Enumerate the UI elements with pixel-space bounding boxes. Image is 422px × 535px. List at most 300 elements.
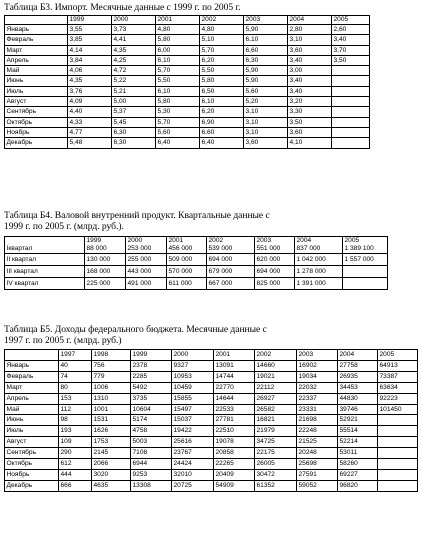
year-header: 1998 bbox=[92, 350, 131, 361]
row-label: Ноябрь bbox=[5, 469, 59, 480]
table-cell: 53011 bbox=[338, 448, 378, 459]
year-header: 1999 bbox=[68, 16, 112, 25]
table-cell: 98 bbox=[59, 415, 92, 426]
table-cell bbox=[332, 117, 370, 127]
year-header: 2002 bbox=[208, 237, 224, 244]
table-cell: 20248 bbox=[297, 448, 338, 459]
table-cell: 52214 bbox=[338, 437, 378, 448]
row-label: Сентябрь bbox=[5, 107, 68, 117]
table-cell bbox=[332, 127, 370, 137]
corner-cell bbox=[5, 16, 68, 25]
table-cell: 6944 bbox=[131, 459, 172, 470]
table-cell: 5,80 bbox=[156, 35, 200, 45]
row-label: Июль bbox=[5, 86, 68, 96]
table-row bbox=[5, 55, 370, 65]
table-row bbox=[5, 360, 418, 371]
table-cell: 6,60 bbox=[244, 45, 288, 55]
table-cell bbox=[332, 76, 370, 86]
table-cell: 6,10 bbox=[156, 55, 200, 65]
table-cell: 15497 bbox=[172, 404, 214, 415]
year-header: 2004 bbox=[338, 350, 378, 361]
table-cell: 5,60 bbox=[156, 127, 200, 137]
table-cell: 3,60 bbox=[288, 45, 332, 55]
table-cell bbox=[332, 107, 370, 117]
table-cell: 539 000 bbox=[208, 245, 233, 252]
table-cell: 4,72 bbox=[112, 66, 156, 76]
table-cell: 1 278 000 bbox=[295, 266, 343, 278]
table-cell: 6,10 bbox=[200, 97, 244, 107]
table-cell: 58260 bbox=[338, 459, 378, 470]
table-cell: 5,48 bbox=[68, 138, 112, 148]
table-row bbox=[5, 117, 370, 127]
table-cell: 6,90 bbox=[200, 117, 244, 127]
table-cell: 22337 bbox=[297, 393, 338, 404]
table-cell: 3,76 bbox=[68, 86, 112, 96]
year-header: 2002 bbox=[200, 16, 244, 25]
table-cell: 59052 bbox=[297, 480, 338, 491]
table-cell: 55514 bbox=[338, 426, 378, 437]
table-cell: 1001 bbox=[92, 404, 131, 415]
row-label: Февраль bbox=[5, 35, 68, 45]
row-label: Сентябрь bbox=[5, 448, 59, 459]
table-cell: 225 000 bbox=[85, 278, 126, 290]
table-row bbox=[5, 404, 418, 415]
table-cell: 25698 bbox=[297, 459, 338, 470]
table-cell: 3,85 bbox=[68, 35, 112, 45]
table-cell: 74 bbox=[59, 371, 92, 382]
table-cell bbox=[378, 448, 418, 459]
table-cell: 3,55 bbox=[68, 25, 112, 35]
table-cell: 21698 bbox=[297, 415, 338, 426]
table-cell: 837 000 bbox=[296, 245, 321, 252]
table-cell: 73387 bbox=[378, 371, 418, 382]
year-header: 2001 bbox=[214, 350, 255, 361]
row-label: Июль bbox=[5, 426, 59, 437]
year-header: 2001 bbox=[156, 16, 200, 25]
table-cell: 22248 bbox=[297, 426, 338, 437]
table-cell: 40 bbox=[59, 360, 92, 371]
table-cell: 6,60 bbox=[200, 127, 244, 137]
year-header: 1999 bbox=[86, 237, 102, 244]
table-cell: 109 bbox=[59, 437, 92, 448]
table-cell: 491 000 bbox=[126, 278, 167, 290]
row-label: Май bbox=[5, 404, 59, 415]
table-cell: 779 bbox=[92, 371, 131, 382]
table-cell: 14744 bbox=[214, 371, 255, 382]
table-cell: 1 391 000 bbox=[295, 278, 343, 290]
table-cell: 26005 bbox=[255, 459, 297, 470]
year-header: 2004 bbox=[288, 16, 332, 25]
table-cell: 19021 bbox=[255, 371, 297, 382]
table-cell: 6,50 bbox=[200, 86, 244, 96]
table-row bbox=[5, 266, 388, 278]
table-cell: 27758 bbox=[338, 360, 378, 371]
year-value-cell bbox=[295, 237, 343, 254]
table-cell: 5174 bbox=[131, 415, 172, 426]
table-cell: 5,90 bbox=[244, 76, 288, 86]
table-cell bbox=[332, 66, 370, 76]
row-label: Декабрь bbox=[5, 138, 68, 148]
table-cell: 825 000 bbox=[255, 278, 295, 290]
table-cell: 25616 bbox=[172, 437, 214, 448]
table-cell: 4,77 bbox=[68, 127, 112, 137]
table-cell: 4,10 bbox=[288, 138, 332, 148]
table-cell: 10953 bbox=[172, 371, 214, 382]
table-cell: 52921 bbox=[338, 415, 378, 426]
table-row bbox=[5, 437, 418, 448]
table-cell: 7108 bbox=[131, 448, 172, 459]
table-cell bbox=[378, 459, 418, 470]
table-cell: 27781 bbox=[214, 415, 255, 426]
year-header: 2002 bbox=[255, 350, 297, 361]
table-cell: 54909 bbox=[214, 480, 255, 491]
year-value-cell bbox=[85, 237, 126, 254]
table-cell: 679 000 bbox=[207, 266, 255, 278]
table-cell: 570 000 bbox=[167, 266, 207, 278]
table-cell: 69227 bbox=[338, 469, 378, 480]
table-cell: 5,80 bbox=[200, 76, 244, 86]
table-cell bbox=[343, 278, 388, 290]
year-value-cell bbox=[126, 237, 167, 254]
row-label: Май bbox=[5, 66, 68, 76]
table-row bbox=[5, 393, 418, 404]
table-cell: 611 000 bbox=[167, 278, 207, 290]
table-cell: 5,90 bbox=[244, 66, 288, 76]
table-cell: 63634 bbox=[378, 382, 418, 393]
year-header: 2003 bbox=[297, 350, 338, 361]
year-header: 2000 bbox=[112, 16, 156, 25]
table-cell: 5,20 bbox=[244, 97, 288, 107]
table-cell: 3020 bbox=[92, 469, 131, 480]
table-cell: 4,09 bbox=[68, 97, 112, 107]
table-cell: 88 000 bbox=[86, 245, 107, 252]
table-row bbox=[5, 35, 370, 45]
table-cell: 3,84 bbox=[68, 55, 112, 65]
table-cell: 24424 bbox=[172, 459, 214, 470]
table-cell: 2066 bbox=[92, 459, 131, 470]
year-header: 2004 bbox=[296, 237, 312, 244]
table-cell: 16821 bbox=[255, 415, 297, 426]
table-cell: 168 000 bbox=[85, 266, 126, 278]
table-cell: 1531 bbox=[92, 415, 131, 426]
table-cell: 3,60 bbox=[244, 138, 288, 148]
table-cell: 2,60 bbox=[332, 25, 370, 35]
table-cell: 5,80 bbox=[156, 97, 200, 107]
table-cell: 61352 bbox=[255, 480, 297, 491]
table-cell: 6,40 bbox=[200, 138, 244, 148]
table-cell: 5,10 bbox=[200, 35, 244, 45]
table-cell: 92223 bbox=[378, 393, 418, 404]
table-cell: 4,33 bbox=[68, 117, 112, 127]
table-cell: 101450 bbox=[378, 404, 418, 415]
table-cell: 253 000 bbox=[127, 245, 152, 252]
table-cell: 3,30 bbox=[288, 107, 332, 117]
table-cell: 16902 bbox=[297, 360, 338, 371]
table-cell: 20725 bbox=[172, 480, 214, 491]
table-row bbox=[5, 25, 370, 35]
table-cell: 22265 bbox=[214, 459, 255, 470]
table-row bbox=[5, 138, 370, 148]
row-label: Апрель bbox=[5, 393, 59, 404]
table-cell bbox=[332, 86, 370, 96]
table-cell: 22533 bbox=[214, 404, 255, 415]
table-cell: 153 bbox=[59, 393, 92, 404]
table-cell: 39746 bbox=[338, 404, 378, 415]
table-cell: 4,06 bbox=[68, 66, 112, 76]
table-cell: 4,35 bbox=[112, 45, 156, 55]
table-cell: 3,70 bbox=[332, 45, 370, 55]
table-cell bbox=[378, 469, 418, 480]
table-cell: 5,50 bbox=[200, 66, 244, 76]
table-cell: 456 000 bbox=[168, 245, 193, 252]
table-cell: 6,40 bbox=[156, 138, 200, 148]
table-cell: 694 000 bbox=[255, 266, 295, 278]
table-row bbox=[5, 480, 418, 491]
table-cell: 1006 bbox=[92, 382, 131, 393]
table-row bbox=[5, 76, 370, 86]
table-cell: 3,40 bbox=[288, 86, 332, 96]
table-cell: 2378 bbox=[131, 360, 172, 371]
row-label: II квартал bbox=[5, 254, 85, 266]
year-header: 2001 bbox=[168, 237, 184, 244]
table-cell: 6,00 bbox=[156, 45, 200, 55]
table-cell: 10459 bbox=[172, 382, 214, 393]
table-cell: 3,10 bbox=[288, 35, 332, 45]
row-label: Апрель bbox=[5, 55, 68, 65]
row-label: Август bbox=[5, 97, 68, 107]
row-label: Февраль bbox=[5, 371, 59, 382]
table-cell: 255 000 bbox=[126, 254, 167, 266]
table-cell bbox=[378, 415, 418, 426]
table-cell: 5,90 bbox=[244, 25, 288, 35]
year-value-cell bbox=[255, 237, 295, 254]
table-cell: 1 042 000 bbox=[295, 254, 343, 266]
table-cell: 666 bbox=[59, 480, 92, 491]
table-cell: 5,50 bbox=[156, 76, 200, 86]
row-label: Январь bbox=[5, 360, 59, 371]
table-cell: 3,10 bbox=[244, 127, 288, 137]
table-cell: 22770 bbox=[214, 382, 255, 393]
year-value-cell bbox=[207, 237, 255, 254]
table-cell: 667 000 bbox=[207, 278, 255, 290]
table-cell: 15037 bbox=[172, 415, 214, 426]
row-label: Декабрь bbox=[5, 480, 59, 491]
table-cell: 5,45 bbox=[112, 117, 156, 127]
table-cell: 6,10 bbox=[156, 86, 200, 96]
table-cell: 32010 bbox=[172, 469, 214, 480]
table-cell: 9253 bbox=[131, 469, 172, 480]
table-cell: 64913 bbox=[378, 360, 418, 371]
year-header: 2000 bbox=[127, 237, 143, 244]
table-cell: 22112 bbox=[255, 382, 297, 393]
table-cell bbox=[378, 437, 418, 448]
table-cell: 13091 bbox=[214, 360, 255, 371]
table-cell: 2145 bbox=[92, 448, 131, 459]
table-header-row bbox=[5, 350, 418, 361]
table-cell: 443 000 bbox=[126, 266, 167, 278]
table-cell: 19422 bbox=[172, 426, 214, 437]
year-header: 2005 bbox=[332, 16, 370, 25]
table-cell: 3735 bbox=[131, 393, 172, 404]
table-b5-caption: Таблица Б5. Доходы федерального бюджета. Месячные данные с 1997 г. по 2005 г. (млрд. руб.) bbox=[4, 324, 267, 346]
table-cell: 6,10 bbox=[244, 35, 288, 45]
table-header-row bbox=[5, 237, 388, 254]
table-row bbox=[5, 254, 388, 266]
table-cell: 5,21 bbox=[112, 86, 156, 96]
row-label: Июнь bbox=[5, 76, 68, 86]
table-cell bbox=[378, 480, 418, 491]
table-cell bbox=[332, 138, 370, 148]
table-cell: 15855 bbox=[172, 393, 214, 404]
row-label: Январь bbox=[5, 25, 68, 35]
table-cell: 44830 bbox=[338, 393, 378, 404]
table-b5 bbox=[4, 349, 418, 492]
table-row bbox=[5, 66, 370, 76]
table-cell: 5,70 bbox=[156, 66, 200, 76]
table-cell: 3,40 bbox=[288, 76, 332, 86]
table-cell: 5,30 bbox=[156, 107, 200, 117]
year-header: 2003 bbox=[256, 237, 272, 244]
table-cell: 4,80 bbox=[200, 25, 244, 35]
table-cell: 3,20 bbox=[288, 97, 332, 107]
table-cell: 1626 bbox=[92, 426, 131, 437]
table-cell: 30472 bbox=[255, 469, 297, 480]
table-cell: 27591 bbox=[297, 469, 338, 480]
year-value-cell bbox=[167, 237, 207, 254]
table-cell: 19034 bbox=[297, 371, 338, 382]
table-cell: 4758 bbox=[131, 426, 172, 437]
table-row bbox=[5, 127, 370, 137]
table-row bbox=[5, 382, 418, 393]
table-row bbox=[5, 45, 370, 55]
table-cell: 6,30 bbox=[112, 127, 156, 137]
table-cell: 3,73 bbox=[112, 25, 156, 35]
table-cell: 20858 bbox=[214, 448, 255, 459]
table-cell: 3,10 bbox=[244, 117, 288, 127]
table-b3 bbox=[4, 15, 370, 149]
table-cell: 5,22 bbox=[112, 76, 156, 86]
table-cell: 23331 bbox=[297, 404, 338, 415]
year-header: 2000 bbox=[172, 350, 214, 361]
table-cell: 3,50 bbox=[288, 117, 332, 127]
table-row bbox=[5, 86, 370, 96]
table-cell: 5,70 bbox=[156, 117, 200, 127]
row-label: IV квартал bbox=[5, 278, 85, 290]
table-cell: 6,20 bbox=[200, 107, 244, 117]
table-b3-caption: Таблица Б3. Импорт. Месячные данные с 1999 г. по 2005 г. bbox=[4, 2, 241, 13]
table-cell: 26935 bbox=[338, 371, 378, 382]
table-row bbox=[5, 426, 418, 437]
table-cell: 22175 bbox=[255, 448, 297, 459]
year-header: 2005 bbox=[344, 237, 360, 244]
table-cell: 34725 bbox=[255, 437, 297, 448]
table-cell: 4,40 bbox=[68, 107, 112, 117]
table-cell: 5,37 bbox=[112, 107, 156, 117]
year-header: 2003 bbox=[244, 16, 288, 25]
table-cell: 112 bbox=[59, 404, 92, 415]
table-cell: 21979 bbox=[255, 426, 297, 437]
row-label: Октябрь bbox=[5, 459, 59, 470]
table-cell: 5,60 bbox=[244, 86, 288, 96]
table-cell: 756 bbox=[92, 360, 131, 371]
table-b4 bbox=[4, 236, 388, 290]
table-cell: 20409 bbox=[214, 469, 255, 480]
table-cell: 612 bbox=[59, 459, 92, 470]
row-label: Август bbox=[5, 437, 59, 448]
table-cell: 3,00 bbox=[288, 66, 332, 76]
year-header: 1999 bbox=[131, 350, 172, 361]
table-cell: 444 bbox=[59, 469, 92, 480]
table-cell: 2285 bbox=[131, 371, 172, 382]
table-cell: 1753 bbox=[92, 437, 131, 448]
table-cell: 34453 bbox=[338, 382, 378, 393]
table-row bbox=[5, 97, 370, 107]
table-cell: 1 557 000 bbox=[343, 254, 388, 266]
table-cell: 26582 bbox=[255, 404, 297, 415]
table-cell: 4,14 bbox=[68, 45, 112, 55]
table-cell bbox=[343, 266, 388, 278]
table-cell: 26927 bbox=[255, 393, 297, 404]
table-b4-caption: Таблица Б4. Валовой внутренний продукт. Квартальные данные с 1999 г. по 2005 г. (млрд. руб.). bbox=[4, 210, 270, 232]
table-cell: 130 000 bbox=[85, 254, 126, 266]
table-cell bbox=[378, 426, 418, 437]
table-cell: 19078 bbox=[214, 437, 255, 448]
row-label: Октябрь bbox=[5, 117, 68, 127]
year-header: 2005 bbox=[378, 350, 418, 361]
table-cell: 3,10 bbox=[244, 107, 288, 117]
table-cell: 694 000 bbox=[207, 254, 255, 266]
table-cell: 23767 bbox=[172, 448, 214, 459]
table-cell: 1 389 100 bbox=[344, 245, 374, 252]
table-cell: 13308 bbox=[131, 480, 172, 491]
table-cell: 4,41 bbox=[112, 35, 156, 45]
year-header: 1997 bbox=[59, 350, 92, 361]
table-cell: 4635 bbox=[92, 480, 131, 491]
table-row bbox=[5, 278, 388, 290]
table-cell: 6,20 bbox=[200, 55, 244, 65]
table-cell: 290 bbox=[59, 448, 92, 459]
row-label: Ноябрь bbox=[5, 127, 68, 137]
table-header-row bbox=[5, 16, 370, 25]
table-cell: 4,80 bbox=[156, 25, 200, 35]
table-cell: 1310 bbox=[92, 393, 131, 404]
table-cell: 3,40 bbox=[288, 55, 332, 65]
table-cell: 14644 bbox=[214, 393, 255, 404]
row-label: III квартал bbox=[5, 266, 85, 278]
table-cell: 551 000 bbox=[256, 245, 281, 252]
table-cell: 9327 bbox=[172, 360, 214, 371]
table-cell: 4,35 bbox=[68, 76, 112, 86]
table-row bbox=[5, 459, 418, 470]
table-cell: 3,60 bbox=[288, 127, 332, 137]
table-cell: 3,40 bbox=[332, 35, 370, 45]
table-cell: 80 bbox=[59, 382, 92, 393]
table-cell: 5003 bbox=[131, 437, 172, 448]
table-cell: 14660 bbox=[255, 360, 297, 371]
table-cell: 21525 bbox=[297, 437, 338, 448]
table-cell: 22510 bbox=[214, 426, 255, 437]
table-cell: 3,50 bbox=[332, 55, 370, 65]
table-cell: 96820 bbox=[338, 480, 378, 491]
row-label: Июнь bbox=[5, 415, 59, 426]
table-cell: 22032 bbox=[297, 382, 338, 393]
table-cell: 4,25 bbox=[112, 55, 156, 65]
table-cell: 620 000 bbox=[255, 254, 295, 266]
table-row bbox=[5, 415, 418, 426]
table-cell: 10604 bbox=[131, 404, 172, 415]
table-row bbox=[5, 448, 418, 459]
table-cell: 509 000 bbox=[167, 254, 207, 266]
